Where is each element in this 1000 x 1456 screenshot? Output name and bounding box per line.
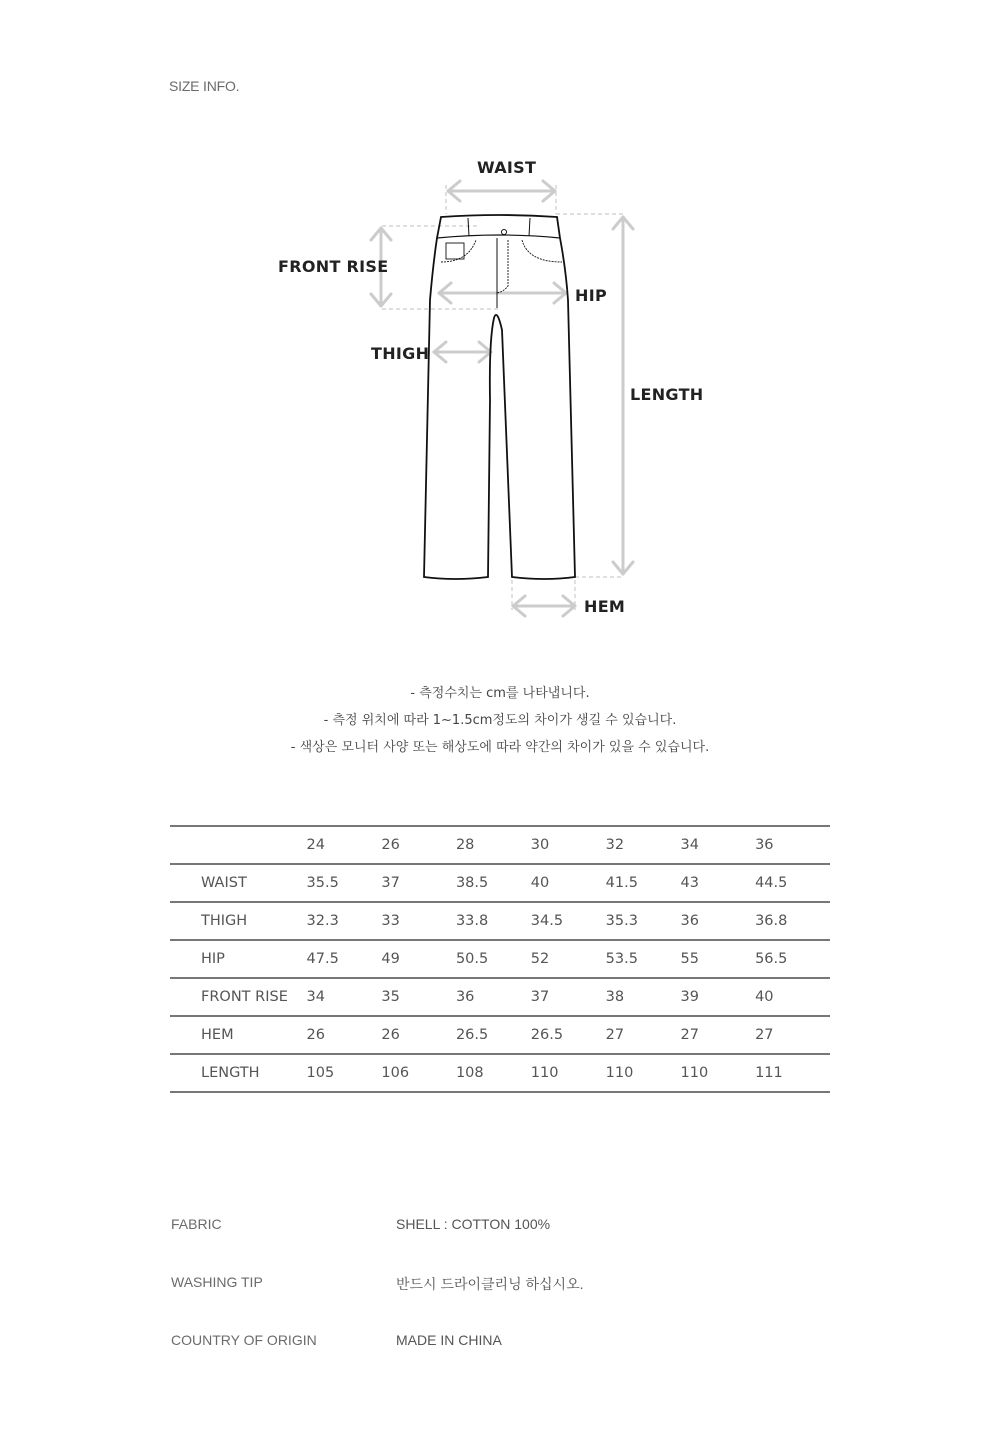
- table-cell: 32.3: [306, 913, 339, 929]
- table-cell: 50.5: [455, 951, 489, 967]
- table-cell: 26: [381, 1027, 400, 1043]
- table-cell: 26.5: [455, 1027, 489, 1043]
- table-cell: 36.8: [755, 913, 788, 929]
- table-cell: 49: [381, 951, 400, 967]
- table-cell: 110: [680, 1065, 709, 1081]
- table-cell: 110: [605, 1065, 634, 1081]
- thigh-label: THIGH: [371, 344, 430, 363]
- corner-cell: [170, 826, 307, 864]
- row-label: WAIST: [201, 875, 247, 891]
- table-cell: 34.5: [530, 913, 564, 929]
- length-label: LENGTH: [630, 385, 704, 404]
- front-rise-label: FRONT RISE: [278, 257, 389, 276]
- table-cell: 56.5: [755, 951, 788, 967]
- table-cell: 40: [755, 989, 774, 1005]
- info-value: 반드시 드라이클리닝 하십시오.: [396, 1276, 584, 1292]
- table-cell: 41.5: [605, 875, 638, 891]
- info-value: MADE IN CHINA: [396, 1332, 502, 1348]
- pants-measurement-diagram: [0, 140, 1000, 630]
- table-cell: 35.5: [306, 875, 339, 891]
- table-cell: 106: [381, 1065, 410, 1081]
- note-line: - 색상은 모니터 사양 또는 해상도에 따라 약간의 차이가 있을 수 있습니다.: [290, 740, 710, 755]
- table-cell: 33: [381, 913, 400, 929]
- size-header: 28: [455, 837, 475, 853]
- size-header: 24: [306, 837, 325, 853]
- table-row-hem: [170, 1016, 830, 1054]
- table-cell: 37: [381, 875, 400, 891]
- table-row-waist: [170, 864, 830, 902]
- table-cell: 38.5: [455, 875, 489, 891]
- table-row-thigh: [170, 902, 830, 940]
- info-key: WASHING TIP: [171, 1274, 263, 1290]
- waist-arrow: [448, 181, 555, 201]
- section-title: SIZE INFO.: [169, 78, 240, 94]
- hip-arrow: [439, 283, 566, 303]
- table-cell: 55: [680, 951, 699, 967]
- note-line: - 측정 위치에 따라 1~1.5cm정도의 차이가 생길 수 있습니다.: [323, 713, 677, 728]
- waist-label: WAIST: [477, 158, 537, 177]
- size-header-row: [170, 826, 830, 864]
- table-cell: 27: [605, 1027, 625, 1043]
- info-value: SHELL : COTTON 100%: [396, 1216, 551, 1232]
- table-cell: 26.5: [530, 1027, 564, 1043]
- table-cell: 36: [455, 989, 475, 1005]
- table-cell: 47.5: [306, 951, 339, 967]
- table-cell: 43: [680, 875, 699, 891]
- table-cell: 35.3: [605, 913, 638, 929]
- table-row-length: [170, 1054, 830, 1092]
- size-header: 36: [755, 837, 774, 853]
- hem-arrow: [513, 596, 575, 616]
- pants-illustration: [0, 140, 1000, 630]
- table-cell: 105: [306, 1065, 335, 1081]
- size-header: 26: [381, 837, 400, 853]
- table-cell: 111: [755, 1065, 783, 1081]
- table-cell: 39: [680, 989, 699, 1005]
- table-cell: 40: [530, 875, 550, 891]
- thigh-arrow: [434, 342, 491, 362]
- table-cell: 35: [381, 989, 400, 1005]
- table-cell: 52: [530, 951, 550, 967]
- table-cell: 38: [605, 989, 625, 1005]
- table-cell: 36: [680, 913, 699, 929]
- row-label: FRONT RISE: [201, 989, 288, 1005]
- table-cell: 33.8: [455, 913, 489, 929]
- size-table: [170, 825, 830, 1093]
- table-cell: 26: [306, 1027, 325, 1043]
- table-cell: 27: [755, 1027, 774, 1043]
- size-header: 32: [605, 837, 625, 853]
- table-cell: 37: [530, 989, 550, 1005]
- table-cell: 53.5: [605, 951, 638, 967]
- table-cell: 108: [455, 1065, 484, 1081]
- table-cell: 110: [530, 1065, 559, 1081]
- guide-lines: [382, 185, 624, 610]
- table-row-hip: [170, 940, 830, 978]
- row-label: HIP: [201, 951, 225, 967]
- info-key: COUNTRY OF ORIGIN: [171, 1332, 317, 1348]
- pants-outline: [424, 215, 575, 579]
- table-cell: 27: [680, 1027, 699, 1043]
- table-cell: 44.5: [755, 875, 788, 891]
- table-cell: 34: [306, 989, 325, 1005]
- info-key: FABRIC: [171, 1216, 222, 1232]
- size-header: 30: [530, 837, 550, 853]
- size-header: 34: [680, 837, 699, 853]
- hem-label: HEM: [584, 597, 626, 616]
- row-label: THIGH: [201, 913, 248, 929]
- hip-label: HIP: [575, 286, 607, 305]
- note-line: - 측정수치는 cm를 나타냅니다.: [410, 686, 590, 701]
- measurement-notes: [0, 680, 1000, 761]
- row-label: HEM: [201, 1027, 234, 1043]
- table-row-front-rise: [170, 978, 830, 1016]
- row-label: LENGTH: [201, 1065, 260, 1081]
